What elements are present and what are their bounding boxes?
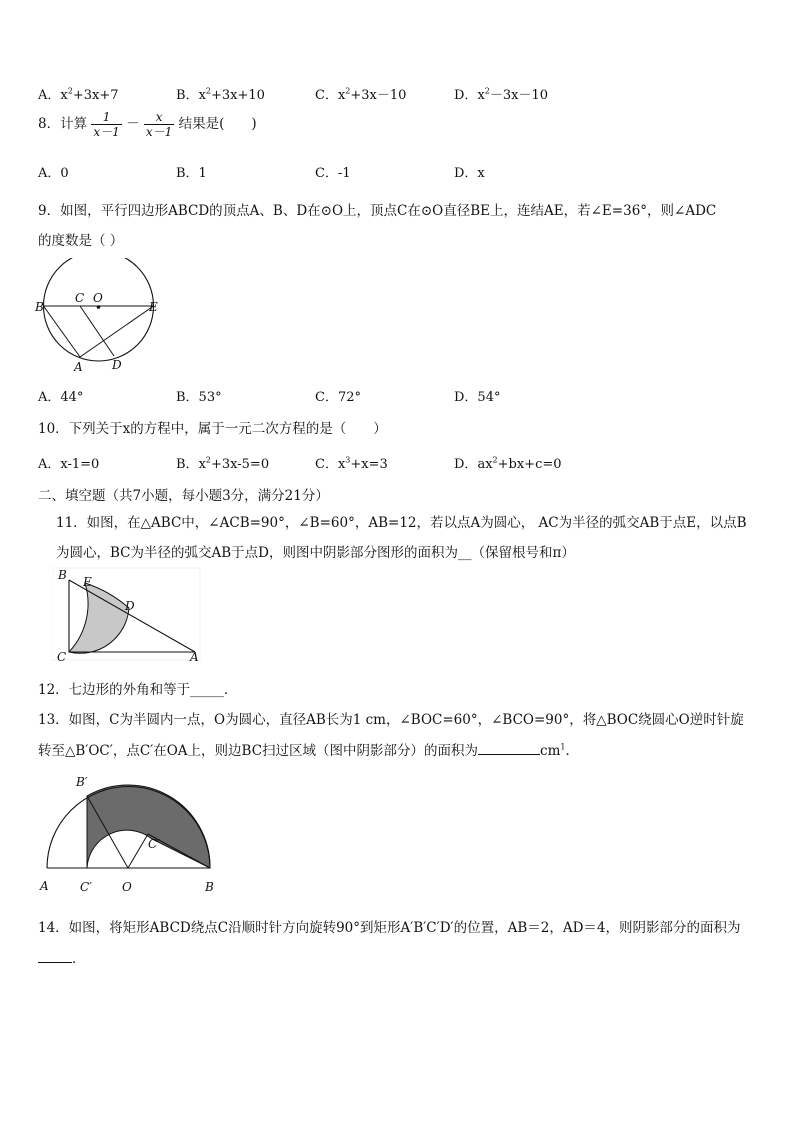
q9-segment-cd xyxy=(80,306,114,356)
q8-option-a: A．0 xyxy=(38,166,69,181)
q13-segment-oc xyxy=(128,834,148,868)
q10-stem: 10．下列关于x的方程中，属于一元二次方程的是（ ） xyxy=(38,421,387,437)
q8-suffix: 结果是( ) xyxy=(178,116,257,132)
q14-stem-line2: ． xyxy=(38,947,86,967)
q13-label-b: B xyxy=(205,880,214,894)
q7-option-c: C．$x^2+3x-10$ xyxy=(315,86,407,103)
q9-center-dot xyxy=(97,305,101,309)
q9-label-d: D xyxy=(112,358,122,372)
q10-option-d: D．$ax^2+bx+c=0$ xyxy=(454,455,562,472)
q8-option-c: C．-1 xyxy=(315,166,351,181)
q10-option-a: A．x-1=0 xyxy=(38,457,100,472)
q13-label-c: C′ xyxy=(148,837,160,851)
q11-stem-line2: 为圆心，BC为半径的弧交AB于点D，则图中阴影部分图形的面积为__（保留根号和π） xyxy=(56,545,575,561)
q11-label-a: A xyxy=(190,650,199,664)
q13-label-c-prime: C′ xyxy=(80,880,92,894)
q9-stem-line1: 9．如图，平行四边形ABCD的顶点A、B、D在⊙O上，顶点C在⊙O直径BE上，连结AE，若∠E=36°，则∠ADC xyxy=(38,203,717,219)
q7-option-a: A．$x^2+3x+7$ xyxy=(38,86,119,103)
q9-figure xyxy=(30,258,170,376)
q11-label-d: D xyxy=(125,599,135,613)
q9-segment-ba xyxy=(44,306,81,357)
q13-stem-line1: 13．如图，C为半圆内一点，O为圆心，直径AB长为1 cm，∠BOC=60°，∠BCO=90°，将△BOC绕圆心O逆时针旋 xyxy=(38,712,744,728)
q11-figure xyxy=(52,566,202,664)
q9-label-e: E xyxy=(149,300,158,314)
q13-figure xyxy=(34,770,224,898)
q9-circle xyxy=(44,258,154,361)
q9-option-c: C．72° xyxy=(315,390,361,405)
q7-option-d: D．$x^2-3x-10$ xyxy=(454,86,549,103)
q9-label-o: O xyxy=(93,291,103,305)
q14-answer-blank xyxy=(38,962,72,963)
q8-prefix: 8．计算 xyxy=(38,116,88,132)
q9-option-b: B．53° xyxy=(176,390,222,405)
q9-segment-ae xyxy=(80,306,154,357)
q9-stem-line2: 的度数是（ ） xyxy=(38,233,124,249)
q8-stem: 8．计算 $\frac{1}{x-1}$ － $\frac{x}{x-1}$ 结果是( ) xyxy=(38,110,257,139)
q13-stem-line2: 转至△B′OC′，点C′在OA上，则边BC扫过区域（图中阴影部分）的面积为 $cm^1$． xyxy=(38,742,580,759)
q11-stem-line1: 11．如图，在△ABC中，∠ACB=90°，∠B=60°，AB=12，若以点A为圆心， AC为半径的弧交AB于点E，以点B xyxy=(56,515,747,531)
q9-option-d: D．54° xyxy=(454,390,501,405)
q9-option-a: A．44° xyxy=(38,390,84,405)
q10-option-c: C．$x^3+x=3$ xyxy=(315,455,388,472)
q11-label-c: C xyxy=(57,650,67,664)
q11-label-b: B xyxy=(58,568,67,582)
q13-label-b-prime: B′ xyxy=(76,775,88,789)
q9-label-c: C xyxy=(75,291,85,305)
q13-label-a: A xyxy=(40,879,49,893)
q8-option-d: D．x xyxy=(454,166,485,181)
q10-option-b: B．$x^2+3x-5=0$ xyxy=(176,455,270,472)
q8-fraction-1: $\frac{1}{x-1}$ xyxy=(93,110,120,139)
q11-shaded-region xyxy=(69,583,129,653)
q12-stem: 12．七边形的外角和等于_____． xyxy=(38,682,238,698)
q9-label-b: B xyxy=(35,300,44,314)
q9-label-a: A xyxy=(74,360,83,374)
q13-shaded-region xyxy=(87,785,210,868)
q8-option-b: B．1 xyxy=(176,166,207,181)
q7-option-b: B．$x^2+3x+10$ xyxy=(176,86,265,103)
q11-label-e: E xyxy=(83,575,92,589)
q14-stem-line1: 14．如图，将矩形ABCD绕点C沿顺时针方向旋转90°到矩形A′B′C′D′的位置，AB＝2，AD＝4，则阴影部分的面积为 xyxy=(38,920,741,936)
q8-fraction-2: $\frac{x}{x-1}$ xyxy=(145,110,173,139)
section2-title: 二、填空题（共7小题，每小题3分，满分21分） xyxy=(38,488,329,504)
q13-label-o: O xyxy=(122,880,132,894)
q13-answer-blank xyxy=(478,754,540,755)
